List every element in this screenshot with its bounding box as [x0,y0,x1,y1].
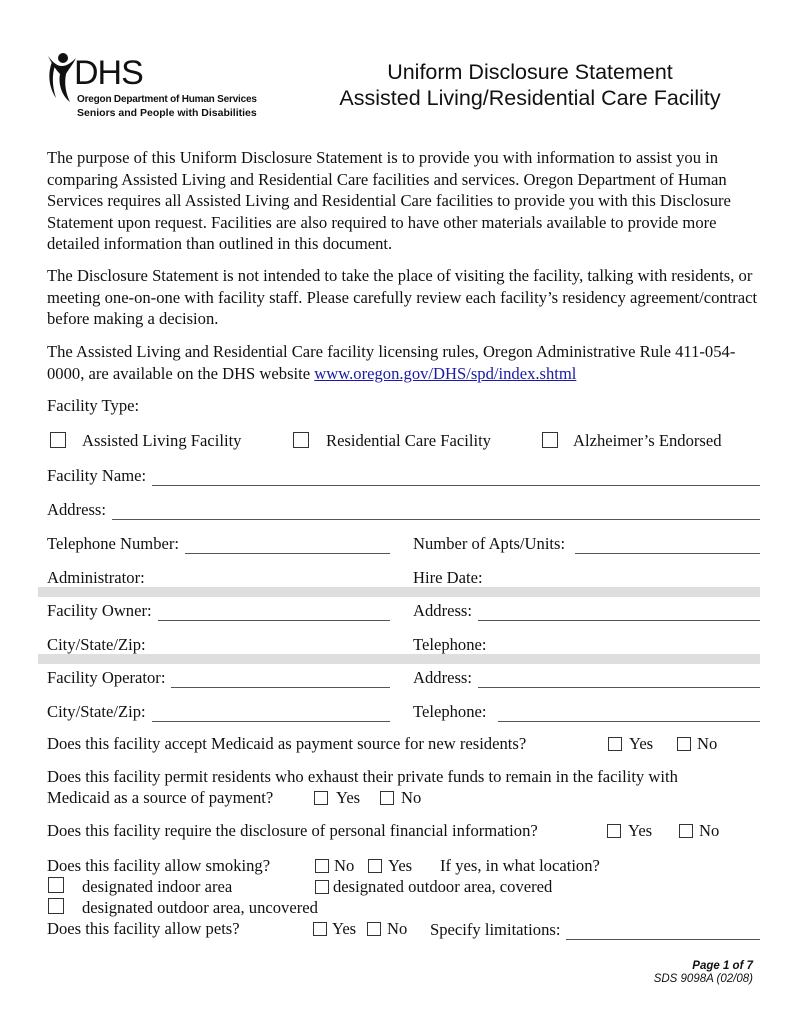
num-units-label: Number of Apts/Units: [413,534,566,553]
address-row [47,496,760,520]
owner-field[interactable] [158,602,390,621]
facility-type-label: Facility Type: [47,396,140,415]
pets-no-label: No [387,919,408,938]
question-financial-disclosure: Does this facility require the disclosure of personal financial information? [47,821,538,840]
smoking-location-prompt: If yes, in what location? [440,856,600,875]
question-pets: Does this facility allow pets? [47,919,240,938]
address-field[interactable] [112,501,760,520]
owner-address-label: Address: [413,601,472,620]
question-medicaid-new: Does this facility accept Medicaid as payment source for new residents? [47,734,527,753]
operator-row [47,664,390,688]
medicaid-new-yes-label: Yes [629,734,654,753]
page-footer [654,960,753,986]
operator-city-label: City/State/Zip: [47,702,146,721]
smoking-indoor-label: designated indoor area [82,877,233,896]
intro-paragraph-1: The purpose of this Uniform Disclosure Statement is to provide you with information to assist you in comparing Assisted Living and Residential Care facilities and services. Oregon Department of Human Services requires all Assisted Living and Residential Care facilities to provide you with this Disclosure Statement upon request. Facilities are also required to have other materials available to provide more detailed information than outlined in this document. [47,148,731,253]
facility-name-row [47,462,760,486]
owner-city-row [47,631,390,655]
operator-label: Facility Operator: [47,668,166,687]
checkbox-pets-no[interactable] [367,922,381,936]
pets-limitations-label: Specify limitations: [430,920,561,939]
smoking-no-label: No [334,856,355,875]
checkbox-smoking-outdoor-covered[interactable] [315,880,329,894]
operator-telephone-field[interactable] [498,703,760,722]
num-units-row [413,530,760,554]
logo-division: Seniors and People with Disabilities [77,107,257,119]
checkbox-smoking-indoor[interactable] [48,877,64,893]
section-divider-band [38,587,760,597]
owner-telephone-label: Telephone: [413,635,487,654]
dhs-logo [44,52,284,122]
pets-limitations-row [430,916,760,940]
financial-yes-label: Yes [628,821,653,840]
owner-row [47,597,390,621]
checkbox-financial-yes[interactable] [607,824,621,838]
smoking-outdoor-uncovered-label: designated outdoor area, uncovered [82,898,318,917]
checkbox-smoking-yes[interactable] [368,859,382,873]
question-medicaid-exhaust-line2: Medicaid as a source of payment? [47,788,274,807]
operator-telephone-row [413,698,760,722]
operator-address-field[interactable] [478,669,760,688]
owner-telephone-field[interactable] [488,636,760,655]
administrator-row [47,564,390,588]
checkbox-pets-yes[interactable] [313,922,327,936]
page-title [300,59,760,111]
option-alzheimers-endorsed: Alzheimer’s Endorsed [573,431,722,450]
facility-name-field[interactable] [152,467,760,486]
dhs-website-link[interactable]: www.oregon.gov/DHS/spd/index.shtml [314,363,577,383]
option-residential-care: Residential Care Facility [326,431,491,450]
option-assisted-living: Assisted Living Facility [82,431,242,450]
intro-paragraph-3 [47,341,767,384]
checkbox-assisted-living[interactable] [50,432,66,448]
operator-field[interactable] [171,669,390,688]
logo-abbr: DHS [74,54,143,92]
intro-paragraph-2: The Disclosure Statement is not intended to take the place of visiting the facility, talking with residents, or meeting one-on-one with facility staff. Please carefully review each facility’s residency agreement/contract before making a decision. [47,266,758,328]
rules-text: The Assisted Living and Residential Care facility licensing rules, Oregon Administrative Rule 411-054-0000, are available on the DHS website [47,342,736,383]
section-divider-band [38,654,760,664]
checkbox-medicaid-new-no[interactable] [677,737,691,751]
logo-department: Oregon Department of Human Services [77,94,257,105]
owner-address-field[interactable] [478,602,760,621]
smoking-yes-label: Yes [388,856,413,875]
medicaid-new-no-label: No [697,734,718,753]
title-line-1: Uniform Disclosure Statement [387,60,673,84]
checkbox-residential-care[interactable] [293,432,309,448]
checkbox-medicaid-new-yes[interactable] [608,737,622,751]
telephone-number-label: Telephone Number: [47,534,180,553]
medicaid-exhaust-yes-label: Yes [336,788,361,807]
medicaid-exhaust-no-label: No [401,788,422,807]
checkbox-financial-no[interactable] [679,824,693,838]
title-line-2: Assisted Living/Residential Care Facility [339,86,721,110]
financial-no-label: No [699,821,720,840]
operator-telephone-label: Telephone: [413,702,487,721]
operator-address-label: Address: [413,668,472,687]
checkbox-smoking-no[interactable] [315,859,329,873]
checkbox-medicaid-exhaust-yes[interactable] [314,791,328,805]
administrator-field[interactable] [151,569,390,588]
hire-date-row [413,564,760,588]
telephone-number-row [47,530,390,554]
operator-city-row [47,698,390,722]
telephone-number-field[interactable] [185,535,390,554]
facility-name-label: Facility Name: [47,466,147,485]
page-number: Page 1 of 7 [692,960,753,972]
question-smoking: Does this facility allow smoking? [47,856,271,875]
owner-city-field[interactable] [152,636,390,655]
form-number: SDS 9098A (02/08) [653,973,753,985]
checkbox-alzheimers-endorsed[interactable] [542,432,558,448]
owner-city-label: City/State/Zip: [47,635,146,654]
owner-label: Facility Owner: [47,601,152,620]
owner-address-row [413,597,760,621]
question-medicaid-exhaust-line1: Does this facility permit residents who exhaust their private funds to remain in the facility with [47,767,678,786]
checkbox-medicaid-exhaust-no[interactable] [380,791,394,805]
pets-yes-label: Yes [332,919,357,938]
owner-telephone-row [413,631,760,655]
smoking-outdoor-covered-label: designated outdoor area, covered [333,877,553,896]
operator-city-field[interactable] [152,703,390,722]
pets-limitations-field[interactable] [566,921,760,940]
hire-date-field[interactable] [485,569,760,588]
checkbox-smoking-outdoor-uncovered[interactable] [48,898,64,914]
operator-address-row [413,664,760,688]
administrator-label: Administrator: [47,568,145,587]
address-label: Address: [47,500,106,519]
hire-date-label: Hire Date: [413,568,483,587]
num-units-field[interactable] [575,535,760,554]
